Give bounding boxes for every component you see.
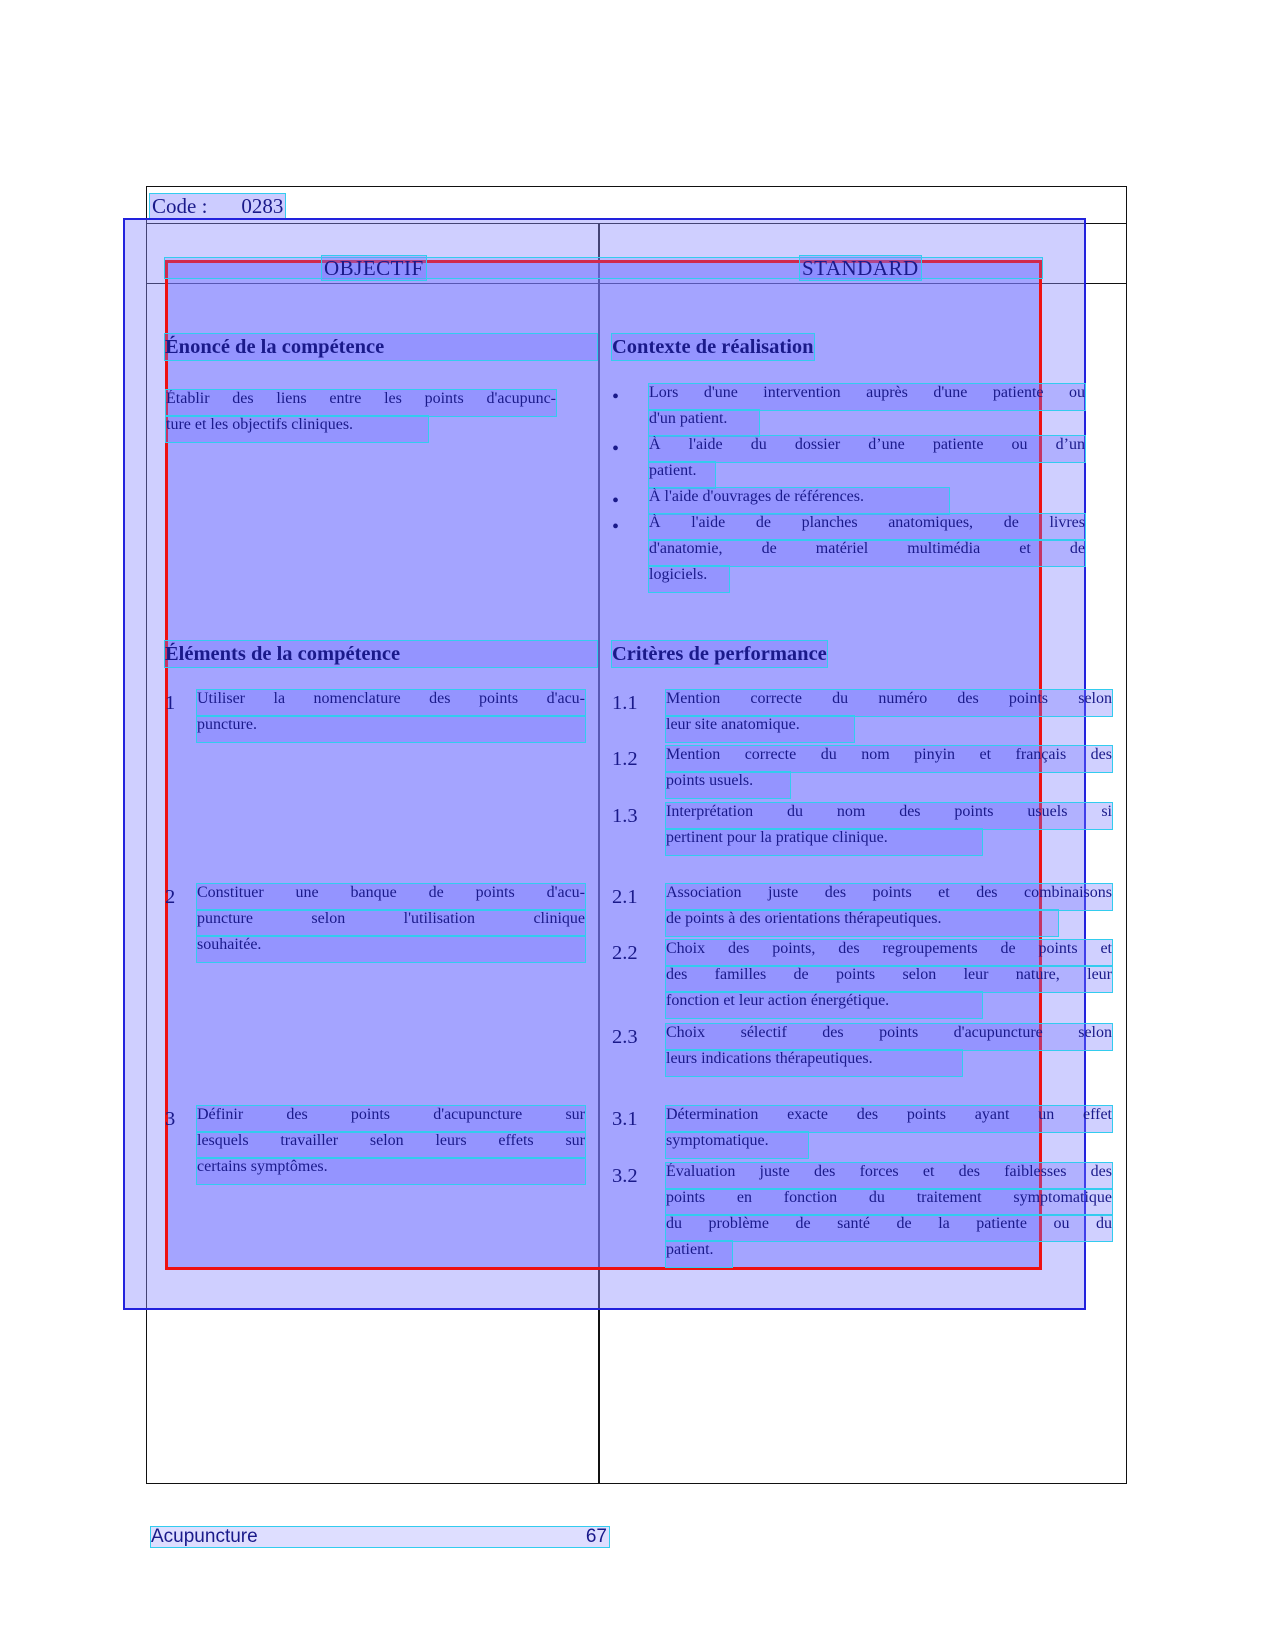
element-line: certains symptômes. xyxy=(197,1158,585,1184)
page-number: 67 xyxy=(585,1526,607,1547)
critere-line: Association juste des points et des combinaisons xyxy=(666,884,1112,910)
critere-line: de points à des orientations thérapeutiques. xyxy=(666,910,1058,936)
header-objectif: OBJECTIF xyxy=(324,256,424,280)
element-line: lesquels travailler selon leurs effets sur xyxy=(197,1132,585,1158)
elements-title: Éléments de la compétence xyxy=(165,641,597,667)
critere-2-3 xyxy=(666,1024,1112,1076)
critere-number: 1.2 xyxy=(612,748,638,770)
element-number: 1 xyxy=(165,692,176,714)
critere-line: leur site anatomique. xyxy=(666,716,854,742)
contexte-item-4 xyxy=(649,514,1085,592)
element-1 xyxy=(197,690,585,742)
bullet-icon: • xyxy=(612,386,620,408)
critere-line: Choix sélectif des points d'acupuncture selon xyxy=(666,1024,1112,1050)
enonce-text xyxy=(166,390,598,442)
critere-line: fonction et leur action énergétique. xyxy=(666,992,982,1018)
contexte-line: patient. xyxy=(649,462,715,488)
contexte-line: Lors d'une intervention auprès d'une patiente ou xyxy=(649,384,1085,410)
critere-number: 3.1 xyxy=(612,1108,638,1130)
critere-line: Mention correcte du nom pinyin et français des xyxy=(666,746,1112,772)
critere-line: Choix des points, des regroupements de points et xyxy=(666,940,1112,966)
critere-line: des familles de points selon leur nature, leur xyxy=(666,966,1112,992)
contexte-item-2 xyxy=(649,436,1085,488)
contexte-item-1 xyxy=(649,384,1085,436)
critere-line: leurs indications thérapeutiques. xyxy=(666,1050,962,1076)
code-label: Code : xyxy=(152,194,208,218)
critere-number: 2.3 xyxy=(612,1026,638,1048)
element-line: Définir des points d'acupuncture sur xyxy=(197,1106,585,1132)
contexte-line: À l'aide du dossier d’une patiente ou d’un xyxy=(649,436,1085,462)
element-number: 2 xyxy=(165,886,176,908)
critere-line: points en fonction du traitement symptomatique xyxy=(666,1189,1112,1215)
enonce-line: Établir des liens entre les points d'acupunc- xyxy=(166,390,556,416)
element-line: souhaitée. xyxy=(197,936,585,962)
contexte-line: d'anatomie, de matériel multimédia et de xyxy=(649,540,1085,566)
critere-line: pertinent pour la pratique clinique. xyxy=(666,829,982,855)
critere-line: Détermination exacte des points ayant un effet xyxy=(666,1106,1112,1132)
critere-1-2 xyxy=(666,746,1112,798)
bullet-icon: • xyxy=(612,438,620,460)
critere-number: 3.2 xyxy=(612,1165,638,1187)
critere-line: Interprétation du nom des points usuels si xyxy=(666,803,1112,829)
critere-line: points usuels. xyxy=(666,772,790,798)
critere-line: Mention correcte du numéro des points selon xyxy=(666,690,1112,716)
element-line: puncture. xyxy=(197,716,585,742)
critere-2-2 xyxy=(666,940,1112,1018)
critere-line: symptomatique. xyxy=(666,1132,808,1158)
element-line: Utiliser la nomenclature des points d'acu- xyxy=(197,690,585,716)
bullet-icon: • xyxy=(612,490,620,512)
criteres-title: Critères de performance xyxy=(612,643,827,665)
element-2 xyxy=(197,884,585,962)
element-number: 3 xyxy=(165,1108,176,1130)
contexte-title: Contexte de réalisation xyxy=(612,336,814,358)
critere-line: Évaluation juste des forces et des faiblesses des xyxy=(666,1163,1112,1189)
critere-1-1 xyxy=(666,690,1112,742)
critere-number: 2.2 xyxy=(612,942,638,964)
page-footer xyxy=(151,1527,609,1547)
header-standard: STANDARD xyxy=(802,256,919,280)
element-line: Constituer une banque de points d'acu- xyxy=(197,884,585,910)
element-3 xyxy=(197,1106,585,1184)
critere-3-1 xyxy=(666,1106,1112,1158)
contexte-item-3 xyxy=(649,488,949,514)
critere-number: 2.1 xyxy=(612,886,638,908)
element-line: puncture selon l'utilisation clinique xyxy=(197,910,585,936)
code-value: 0283 xyxy=(241,194,284,218)
enonce-title: Énoncé de la compétence xyxy=(165,334,597,360)
footer-title: Acupuncture xyxy=(151,1526,258,1547)
critere-1-3 xyxy=(666,803,1112,855)
critere-line: patient. xyxy=(666,1241,732,1267)
contexte-line: À l'aide d'ouvrages de références. xyxy=(649,488,949,514)
contexte-line: d'un patient. xyxy=(649,410,759,436)
critere-line: du problème de santé de la patiente ou du xyxy=(666,1215,1112,1241)
enonce-line: ture et les objectifs cliniques. xyxy=(166,416,428,442)
contexte-line: logiciels. xyxy=(649,566,729,592)
critere-number: 1.1 xyxy=(612,692,638,714)
code-field xyxy=(150,194,285,219)
critere-3-2 xyxy=(666,1163,1112,1267)
contexte-line: À l'aide de planches anatomiques, de livres xyxy=(649,514,1085,540)
critere-number: 1.3 xyxy=(612,805,638,827)
critere-2-1 xyxy=(666,884,1112,936)
bullet-icon: • xyxy=(612,516,620,538)
